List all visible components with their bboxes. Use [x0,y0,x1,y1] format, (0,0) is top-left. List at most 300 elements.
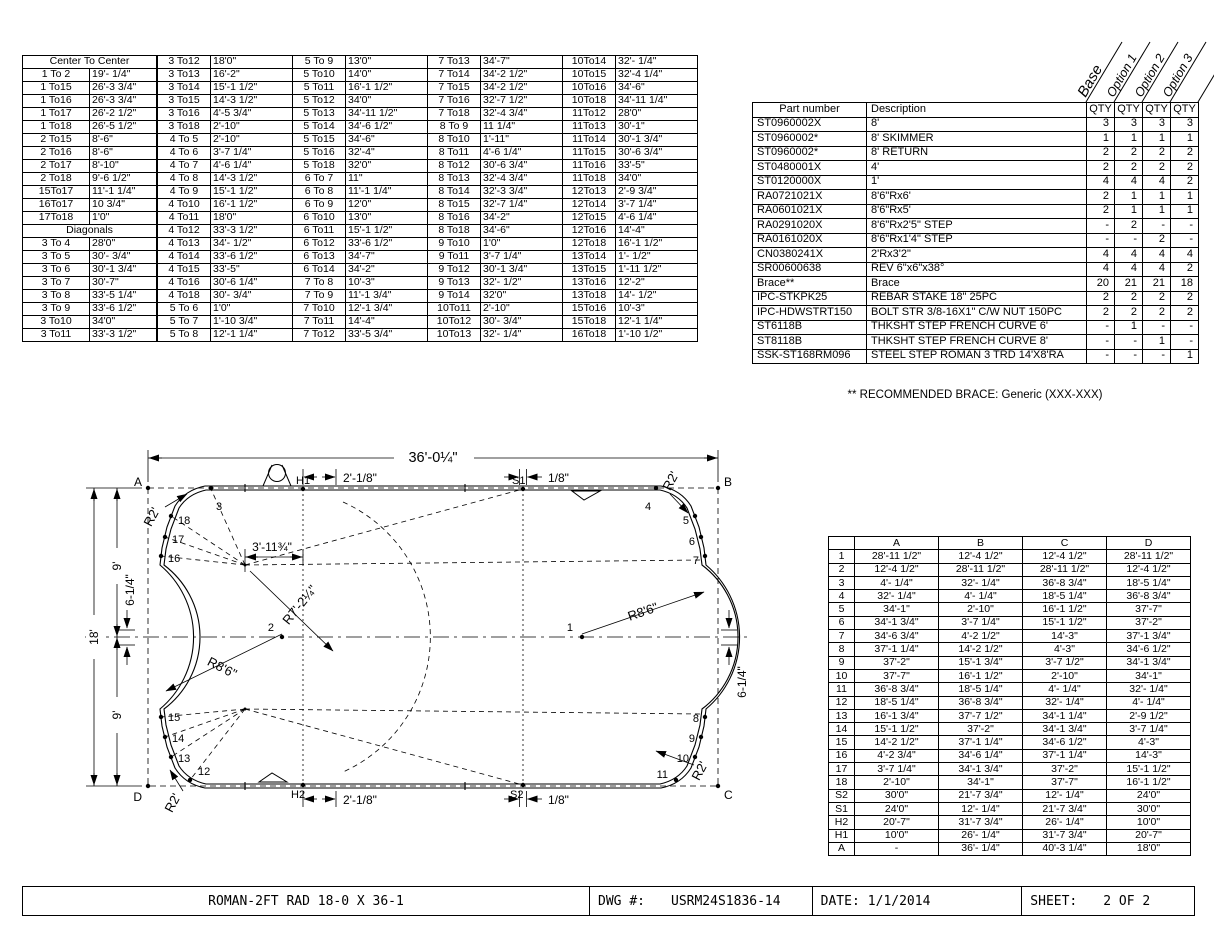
table-cell: 3 [1171,117,1199,132]
table-row [23,134,157,147]
table-cell: 10To14 [563,56,616,69]
table-section-header: Diagonals [23,225,157,238]
table-row [428,251,563,264]
table-row [158,186,293,199]
table-cell: 32'- 1/4" [616,56,698,69]
table-row [563,95,698,108]
table-cell: 34'-1" [939,776,1023,789]
table-cell: 32'-4 3/4" [481,108,563,121]
table-cell: 2'-10" [211,134,293,147]
table-cell: 34'-6 1/2" [1023,736,1107,749]
center-to-center-table-col3 [292,55,428,342]
table-cell: 37'-1 1/4" [855,643,939,656]
table-cell: 3 To12 [158,56,211,69]
table-cell: 8'6"Rx5' [867,204,1087,219]
table-cell: BOLT STR 3/8-16X1" C/W NUT 150PC [867,306,1087,321]
table-cell: 4 [829,590,855,603]
table-cell: 30'0" [855,789,939,802]
table-cell: 17To18 [23,212,90,225]
table-row [158,251,293,264]
table-cell: 30'- 3/4" [90,251,157,264]
table-cell: 10To11 [428,303,481,316]
table-cell: 7 To 8 [293,277,346,290]
table-cell: 4 To15 [158,264,211,277]
table-cell: 11 1/4" [481,121,563,134]
table-cell: 34'0" [346,95,428,108]
table-cell: 4'-5 3/4" [211,108,293,121]
table-row [563,56,698,69]
table-cell: 30'-6 3/4" [616,147,698,160]
table-row [829,723,1191,736]
table-cell: 2 [1143,161,1171,176]
table-row [829,709,1191,722]
sheet-value: 2 OF 2 [1103,893,1151,909]
table-cell: 34'-2 1/2" [481,82,563,95]
table-cell: 3'-7 1/4" [855,763,939,776]
table-cell: 4 [1143,262,1171,277]
table-cell: Brace [867,277,1087,292]
table-row [563,147,698,160]
table-row [293,56,428,69]
table-cell: 11To12 [563,108,616,121]
dim-height: 18' [87,629,101,645]
table-cell: 8'-10" [90,160,157,173]
svg-text:14: 14 [172,733,185,745]
table-cell: 8' SKIMMER [867,132,1087,147]
table-cell: 37'-7" [1107,603,1191,616]
table-cell: 7 To15 [428,82,481,95]
table-row [829,696,1191,709]
table-cell: 34'-6" [481,225,563,238]
dim-half-bottom: 9' [110,710,124,720]
table-cell: - [855,842,939,855]
date-value: 1/1/2014 [867,893,931,909]
table-cell: S1 [829,802,855,815]
table-cell: 1 To18 [23,121,90,134]
table-cell: 18'-5 1/4" [855,696,939,709]
table-cell: 1'0" [481,238,563,251]
svg-text:16: 16 [168,553,181,565]
table-row [158,147,293,160]
table-cell: H2 [829,816,855,829]
table-cell: 5 To11 [293,82,346,95]
dwg-label: DWG #: [598,893,645,909]
table-cell: 26'-3 3/4" [90,82,157,95]
table-cell: 11'-1 1/4" [90,186,157,199]
table-cell: 4 [1143,248,1171,263]
table-cell: 8 To 9 [428,121,481,134]
table-cell: 1 [1143,190,1171,205]
table-cell: 4 To 8 [158,173,211,186]
table-cell: 8'-6" [90,134,157,147]
table-cell: 12'-4 1/2" [1023,550,1107,563]
table-cell: 3 To 6 [23,264,90,277]
table-cell: 2 [1143,146,1171,161]
drawing-title: ROMAN-2FT RAD 18-0 X 36-1 [208,893,404,909]
table-cell: 9 To12 [428,264,481,277]
table-row [753,190,1199,205]
table-row [293,251,428,264]
table-cell: 21'-7 3/4" [1023,802,1107,815]
table-row [23,199,157,212]
table-cell: 3 To 8 [23,290,90,303]
table-cell: RA0291020X [753,219,867,234]
table-cell: 4 To13 [158,238,211,251]
table-cell: 1 To17 [23,108,90,121]
table-cell: 1 [1143,204,1171,219]
table-row [293,277,428,290]
table-cell: 9 To13 [428,277,481,290]
table-cell: 1'-11 1/2" [616,264,698,277]
table-cell: 18'0" [1107,842,1191,855]
table-cell: 11'-1 1/4" [346,186,428,199]
table-cell: 18'0" [211,212,293,225]
table-cell: 12'- 1/4" [1023,789,1107,802]
table-row [753,320,1199,335]
table-cell: 2 [1115,146,1143,161]
table-cell: 3'-7 1/4" [939,616,1023,629]
table-cell: 11To14 [563,134,616,147]
table-cell: 11 [829,683,855,696]
sheet-label: SHEET: [1030,893,1078,909]
radius-corner-br: R2' [688,758,711,783]
table-cell: 5 To 8 [158,329,211,342]
table-cell: 32'-4 3/4" [481,173,563,186]
dim-hub: 3'-11¾" [252,540,292,554]
table-cell: 28'-11 1/2" [1107,550,1191,563]
table-cell: 10'-3" [616,303,698,316]
table-cell: 12'-4 1/2" [939,550,1023,563]
table-cell: 34'0" [616,173,698,186]
table-cell: 7 To 9 [293,290,346,303]
table-cell: 4 [1171,248,1199,263]
table-cell: 30'0" [1107,802,1191,815]
table-cell: 4'-6 1/4" [211,160,293,173]
marker-s2: S2 [510,789,524,801]
table-cell: 34'-6 1/2" [346,121,428,134]
table-row [158,238,293,251]
table-cell: 28'-11 1/2" [1023,563,1107,576]
table-row [753,175,1199,190]
table-cell: 16'-1 1/2" [1107,776,1191,789]
table-row [428,238,563,251]
table-cell: 7 To11 [293,316,346,329]
table-cell: 2 [829,563,855,576]
table-cell: 36'-8 3/4" [939,696,1023,709]
table-cell: 34'-2" [346,264,428,277]
table-cell: 36'-8 3/4" [1107,590,1191,603]
table-cell: 7 To18 [428,108,481,121]
table-cell: 33'-5 1/4" [90,290,157,303]
table-cell: 18'0" [211,56,293,69]
table-cell: 1'-10 3/4" [211,316,293,329]
table-row [829,563,1191,576]
table-row [753,132,1199,147]
table-cell: 11To16 [563,160,616,173]
table-cell: 32'0" [346,160,428,173]
table-row [563,69,698,82]
table-cell: 3 To16 [158,108,211,121]
dim-bulge-left: 6-1/4" [123,574,137,606]
table-cell: 6 To 9 [293,199,346,212]
date-box [812,887,1022,915]
table-row [23,95,157,108]
table-cell: 9 To14 [428,290,481,303]
svg-text:8: 8 [692,713,699,725]
table-cell: 37'-1 1/4" [1023,749,1107,762]
table-cell: 13'0" [346,56,428,69]
corner-b-label: B [724,475,733,489]
table-row [23,147,157,160]
table-cell: 4 [1143,175,1171,190]
table-row [563,290,698,303]
table-row [23,264,157,277]
table-cell: 17 [829,763,855,776]
table-cell: 6 To 8 [293,186,346,199]
table-row [829,789,1191,802]
table-row [293,212,428,225]
svg-text:6: 6 [688,536,695,548]
table-cell: 11To18 [563,173,616,186]
table-cell: 33'-3 1/2" [90,329,157,342]
table-cell: 34'-2" [481,212,563,225]
table-row [428,277,563,290]
table-cell: 12'-4 1/2" [855,563,939,576]
table-row [829,630,1191,643]
marker-h2: H2 [291,789,306,801]
table-cell: 30'-1" [616,121,698,134]
table-cell: - [1087,335,1115,350]
table-cell: 32'- 1/4" [855,590,939,603]
table-row [428,290,563,303]
table-cell: 9'-6 1/2" [90,173,157,186]
table-cell: RA0721021X [753,190,867,205]
table-row [23,225,157,238]
table-cell: 4'-6 1/4" [616,212,698,225]
table-row [293,95,428,108]
table-row [829,802,1191,815]
table-cell: 5 To12 [293,95,346,108]
table-row [158,160,293,173]
table-row [428,95,563,108]
table-cell: 18'-5 1/4" [1023,590,1107,603]
table-row [563,160,698,173]
table-row [293,199,428,212]
table-cell: 33'-5 3/4" [346,329,428,342]
table-cell: 34'-1" [855,603,939,616]
table-cell: 37'-1 1/4" [939,736,1023,749]
table-cell: 2'-10" [481,303,563,316]
table-cell: 2 [1143,306,1171,321]
table-row [293,173,428,186]
table-cell: 4 [1115,248,1143,263]
table-cell: A [829,842,855,855]
table-row [158,121,293,134]
table-cell: 5 To15 [293,134,346,147]
col-header-part-number: Part number [753,103,867,118]
table-cell: 8' [867,117,1087,132]
table-cell: 12To13 [563,186,616,199]
table-row [563,329,698,342]
table-cell: 16'-1 1/2" [616,238,698,251]
table-cell: 28'-11 1/2" [939,563,1023,576]
table-cell: 14'-3 1/2" [211,173,293,186]
table-row [753,306,1199,321]
table-cell: 30'-1 3/4" [90,264,157,277]
table-cell: 12'-4 1/2" [1107,563,1191,576]
table-cell: 8'6"Rx2'5" STEP [867,219,1087,234]
table-cell: 16'-1 1/2" [211,199,293,212]
table-cell: 12'0" [346,199,428,212]
table-cell: 1 [1171,204,1199,219]
table-cell: 1 [1171,132,1199,147]
col-header-a: A [855,537,939,550]
parts-option-header-option2: Option 2 [1132,51,1168,100]
table-cell: 34'-1 1/4" [1023,709,1107,722]
table-row [428,56,563,69]
table-cell: 6 To14 [293,264,346,277]
corner-c-label: C [724,788,733,802]
table-cell: 4'-2 1/2" [939,630,1023,643]
table-row [428,173,563,186]
table-row [428,134,563,147]
table-cell: 14'-3" [1023,630,1107,643]
table-cell: 4'- 1/4" [939,590,1023,603]
table-cell: 2 [1087,306,1115,321]
table-row [158,316,293,329]
table-row [753,248,1199,263]
table-cell: 14'-3" [1107,749,1191,762]
table-cell: 1 [829,550,855,563]
table-cell: 7 [829,630,855,643]
table-row [753,204,1199,219]
table-row [563,238,698,251]
table-cell: 4 [1087,262,1115,277]
table-row [428,108,563,121]
table-cell: 11To15 [563,147,616,160]
table-cell: 1'0" [90,212,157,225]
table-cell: 32'- 1/4" [1023,696,1107,709]
table-row [293,108,428,121]
table-cell: 4'-6 1/4" [481,147,563,160]
table-cell: 31'-7 3/4" [1023,829,1107,842]
svg-text:12: 12 [198,766,211,778]
table-cell: 30'-1 3/4" [481,264,563,277]
table-row [293,186,428,199]
table-cell: 37'-1 3/4" [1107,630,1191,643]
table-row [829,763,1191,776]
table-cell: 6 [829,616,855,629]
table-cell: 26'- 1/4" [1023,816,1107,829]
table-cell: 34'0" [90,316,157,329]
table-cell: 3 [1115,117,1143,132]
svg-text:7: 7 [692,555,699,567]
brace-footnote: ** RECOMMENDED BRACE: Generic (XXX-XXX) [847,389,1103,401]
table-cell: 34'-6 3/4" [855,630,939,643]
table-cell: STEEL STEP ROMAN 3 TRD 14'X8'RA [867,349,1087,364]
table-row [829,550,1191,563]
table-row [158,199,293,212]
table-row [428,225,563,238]
table-cell: 2 [1087,291,1115,306]
table-cell: 9 To10 [428,238,481,251]
table-cell: 12'-1 3/4" [346,303,428,316]
table-row [23,212,157,225]
table-row [563,121,698,134]
parts-table [752,102,1199,364]
table-row [428,186,563,199]
table-cell: 1 [1115,204,1143,219]
table-cell: 12 [829,696,855,709]
table-cell: 16 [829,749,855,762]
table-row [563,316,698,329]
svg-text:2: 2 [267,622,274,634]
table-cell: 15To16 [563,303,616,316]
table-cell: 15 [829,736,855,749]
table-cell: 12'-1 1/4" [211,329,293,342]
table-row [293,69,428,82]
table-cell: 32'-3 3/4" [481,186,563,199]
table-cell: SR00600638 [753,262,867,277]
table-cell: 3 To13 [158,69,211,82]
title-block [22,886,1195,916]
table-cell: 4 [1115,175,1143,190]
table-cell: 10'0" [1107,816,1191,829]
table-cell: ST0960002X [753,117,867,132]
table-row [829,590,1191,603]
table-row [158,329,293,342]
table-cell: 2 [1115,219,1143,234]
table-row [293,121,428,134]
table-cell: - [1171,233,1199,248]
table-cell: S2 [829,789,855,802]
table-row [829,842,1191,855]
table-row [428,160,563,173]
table-cell: 2'-9 3/4" [616,186,698,199]
table-cell: 2 To18 [23,173,90,186]
svg-text:10: 10 [676,753,689,765]
table-row [829,643,1191,656]
table-cell: 8 To11 [428,147,481,160]
table-cell: 4 To10 [158,199,211,212]
table-cell: 8 To12 [428,160,481,173]
table-row [563,212,698,225]
date-label: DATE: [820,893,860,909]
table-cell: 19'- 1/4" [90,69,157,82]
table-cell: 1 [1143,132,1171,147]
table-cell: 7 To10 [293,303,346,316]
table-cell: 11'-1 3/4" [346,290,428,303]
dim-half-top: 9' [110,561,124,571]
table-row [23,173,157,186]
parts-option-header-option3: Option 3 [1160,51,1196,100]
table-cell: - [1087,349,1115,364]
table-cell: 20 [1087,277,1115,292]
radius-right-label: R8'6" [625,599,660,624]
table-cell: 12To15 [563,212,616,225]
table-cell: 5 To14 [293,121,346,134]
table-cell: 3'-7 1/4" [616,199,698,212]
col-header-description: Description [867,103,1087,118]
table-section-header: Center To Center [23,56,157,69]
table-cell: 10 3/4" [90,199,157,212]
col-header-d: D [1107,537,1191,550]
table-row [428,264,563,277]
table-cell: 1 To16 [23,95,90,108]
table-cell: 1'0" [211,303,293,316]
svg-text:1: 1 [566,622,573,634]
return-symbol-bottom [259,773,287,782]
